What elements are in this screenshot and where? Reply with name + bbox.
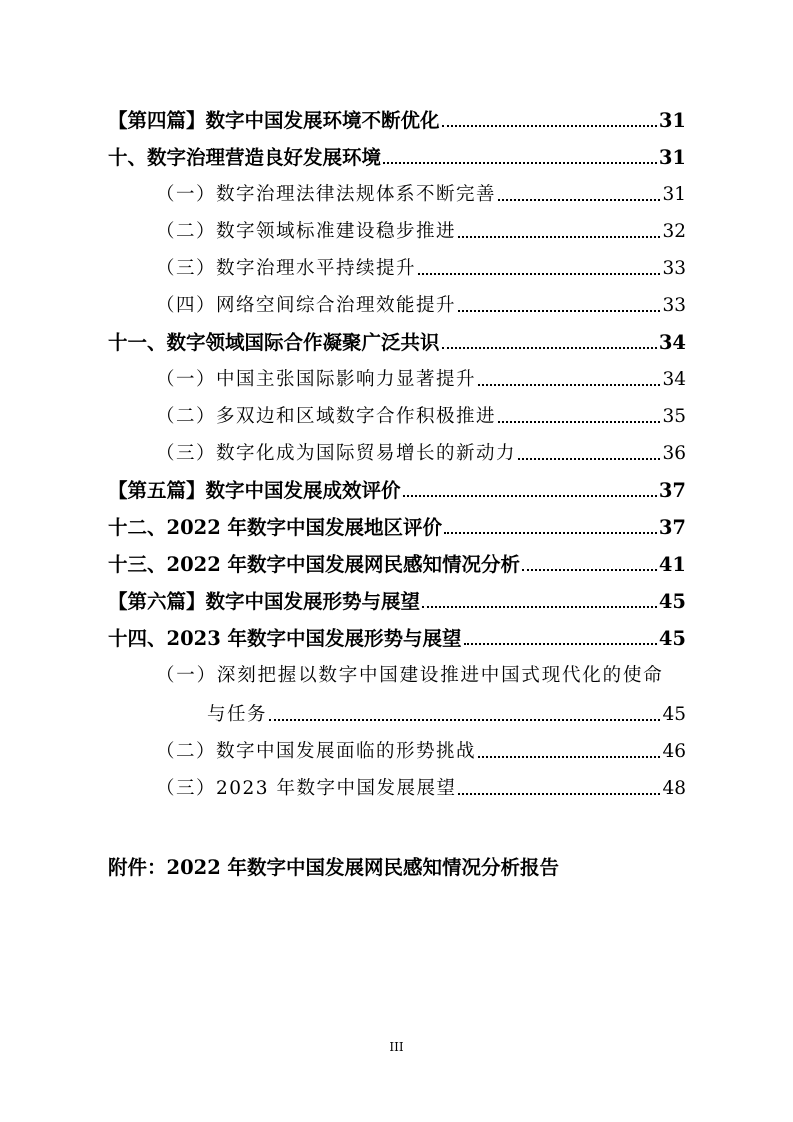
toc-leader-dots xyxy=(442,124,657,127)
toc-entry-title: 十、数字治理营造良好发展环境 xyxy=(108,146,382,169)
toc-entry-title: 与任务 xyxy=(207,704,268,725)
toc-leader-dots xyxy=(478,383,660,386)
toc-entry-title: 【第六篇】数字中国发展形势与展望 xyxy=(108,590,421,613)
toc-entry-title: （一）中国主张国际影响力显著提升 xyxy=(156,369,477,390)
toc-entry-title: 【第四篇】数字中国发展环境不断优化 xyxy=(108,109,440,132)
toc-entry-title: 【第五篇】数字中国发展成效评价 xyxy=(108,479,401,502)
toc-leader-dots xyxy=(518,457,660,460)
toc-entry[interactable] xyxy=(156,251,686,281)
toc-entry[interactable] xyxy=(156,771,686,801)
toc-entry-title: 十三、2022 年数字中国发展网民感知情况分析 xyxy=(108,553,521,576)
toc-leader-dots xyxy=(458,309,660,312)
toc-entry-title: （三）数字治理水平持续提升 xyxy=(156,258,417,279)
toc-leader-dots xyxy=(458,235,660,238)
toc-leader-dots xyxy=(498,420,660,423)
toc-entry[interactable] xyxy=(156,399,686,429)
toc-entry-page: 46 xyxy=(662,741,686,762)
page-number: III xyxy=(389,1040,404,1054)
toc-entry-title: 十一、数字领域国际合作凝聚广泛共识 xyxy=(108,331,440,354)
toc-leader-dots xyxy=(498,198,660,201)
toc-entry-page: 34 xyxy=(658,331,686,354)
toc-entry-page: 32 xyxy=(662,221,686,242)
toc-entry[interactable] xyxy=(108,103,686,133)
toc-entry[interactable] xyxy=(156,177,686,207)
toc-entry-page: 33 xyxy=(662,258,686,279)
toc-entry-title: （三）2023 年数字中国发展展望 xyxy=(156,778,457,799)
toc-leader-dots xyxy=(418,272,660,275)
toc-leader-dots xyxy=(422,605,657,608)
toc-entry-line-1[interactable] xyxy=(156,658,686,688)
toc-entry-page: 45 xyxy=(658,590,686,613)
toc-entry[interactable] xyxy=(108,140,686,170)
toc-leader-dots xyxy=(442,346,657,349)
toc-entry[interactable] xyxy=(156,436,686,466)
toc-leader-dots xyxy=(458,792,660,795)
toc-entry-title: （四）网络空间综合治理效能提升 xyxy=(156,295,457,316)
toc-leader-dots xyxy=(444,531,657,534)
toc-entry[interactable] xyxy=(108,473,686,503)
toc-entry-page: 45 xyxy=(658,627,686,650)
toc-entry[interactable] xyxy=(108,510,686,540)
toc-entry-page: 34 xyxy=(662,369,686,390)
toc-entry-page: 37 xyxy=(658,516,686,539)
toc-entry-page: 35 xyxy=(662,406,686,427)
toc-entry-page: 31 xyxy=(662,184,686,205)
toc-entry-title: 十四、2023 年数字中国发展形势与展望 xyxy=(108,627,462,650)
toc-entry[interactable] xyxy=(108,547,686,577)
toc-entry[interactable] xyxy=(108,584,686,614)
toc-entry-page: 48 xyxy=(662,778,686,799)
toc-entry[interactable] xyxy=(108,621,686,651)
toc-entry-title: （一）数字治理法律法规体系不断完善 xyxy=(156,184,497,205)
appendix-entry[interactable] xyxy=(108,850,559,880)
toc-entry-page: 31 xyxy=(658,109,686,132)
toc-leader-dots xyxy=(269,718,660,721)
toc-leader-dots xyxy=(478,755,660,758)
toc-entry-line-2[interactable] xyxy=(207,697,686,727)
toc-entry-title: 十二、2022 年数字中国发展地区评价 xyxy=(108,516,443,539)
toc-entry[interactable] xyxy=(156,734,686,764)
toc-leader-dots xyxy=(403,494,657,497)
toc-entry-page: 36 xyxy=(662,443,686,464)
toc-entry-page: 31 xyxy=(658,146,686,169)
toc-entry-page: 33 xyxy=(662,295,686,316)
toc-entry-page: 41 xyxy=(658,553,686,576)
toc-leader-dots xyxy=(383,161,657,164)
toc-entry-page: 45 xyxy=(662,704,686,725)
toc-leader-dots xyxy=(522,568,657,571)
toc-entry[interactable] xyxy=(108,325,686,355)
toc-entry-title: （二）多双边和区域数字合作积极推进 xyxy=(156,406,497,427)
toc-entry-page: 37 xyxy=(658,479,686,502)
toc-entry-title: （二）数字领域标准建设稳步推进 xyxy=(156,221,457,242)
toc-entry-title: （二）数字中国发展面临的形势挑战 xyxy=(156,741,477,762)
toc-leader-dots xyxy=(464,642,657,645)
toc-entry-title: （一）深刻把握以数字中国建设推进中国式现代化的使命 xyxy=(156,665,664,686)
toc-entry[interactable] xyxy=(156,214,686,244)
toc-entry[interactable] xyxy=(156,362,686,392)
appendix-title: 附件：2022 年数字中国发展网民感知情况分析报告 xyxy=(108,856,560,879)
toc-entry[interactable] xyxy=(156,288,686,318)
toc-entry-title: （三）数字化成为国际贸易增长的新动力 xyxy=(156,443,517,464)
